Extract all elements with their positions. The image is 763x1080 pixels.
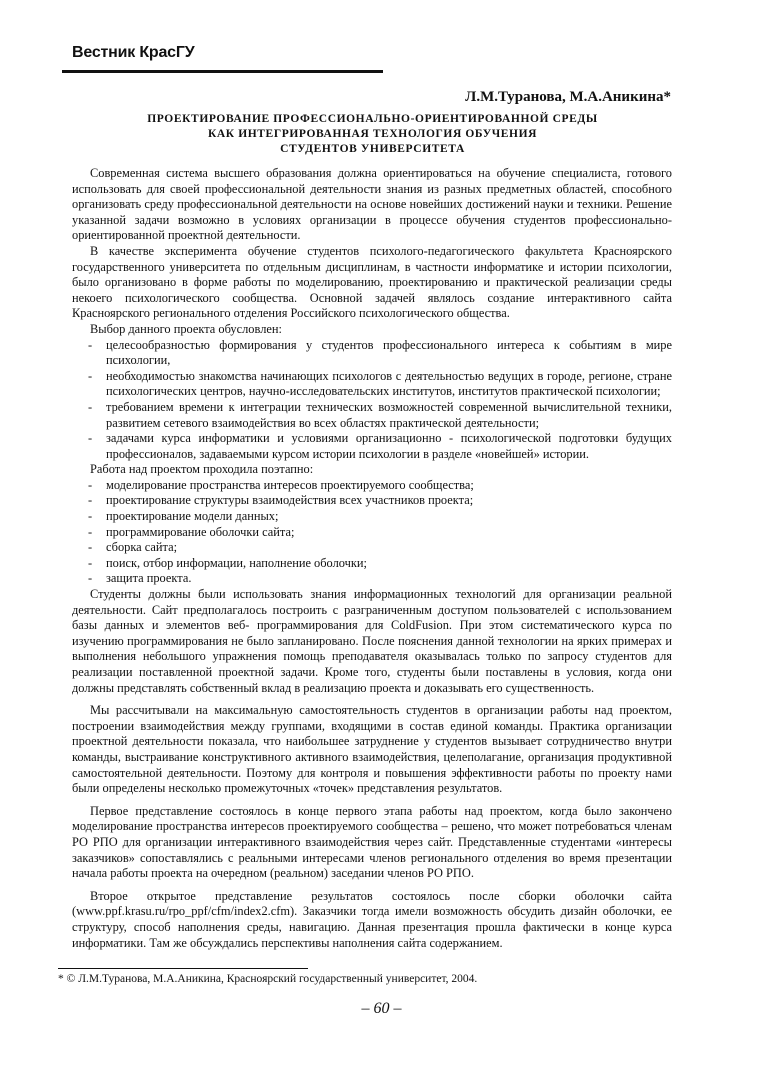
article-title [72,112,673,157]
list-item: - проектирование структуры взаимодействия всех участников проекта; [72,493,672,509]
title-line: СТУДЕНТОВ УНИВЕРСИТЕТА [280,143,465,155]
paragraph: Работа над проектом проходила поэтапно: [90,462,314,477]
list-item: - сборка сайта; [72,540,672,556]
article-body [72,166,672,951]
paragraph: Студенты должны были использовать знания информационных технологий для организации реальной деятельности. Сайт предполагалось построить с разграниченным доступом пользователей с использованием базы данных и элементов веб- программирования для ColdFusion. При этом систематического курса по изучению программирования не было запланировано. После пояснения данной технологии на ярких примерах и выполнения небольшого упражнения помощь преподавателя оказывалась только по запросу студентов для реализации поставленной проектной задачи. Кроме того, студенты были поставлены в условия, когда они должны представлять собственный вклад в реализацию проекта и доказывать его существенность. [72,587,672,695]
motivation-list [72,338,672,463]
footnote-rule [58,968,308,969]
list-item: - требованием времени к интеграции технических возможностей современной вычислительной техники, развитием сетевого взаимодействия во всех областях практической деятельности; [72,400,672,431]
list-item: - задачами курса информатики и условиями организационно - психологической подготовки будущих профессионалов, задаваемыми курсом истории психологии в разделе «новейшей» истории. [72,431,672,462]
paragraph: Выбор данного проекта обусловлен: [90,321,282,336]
stages-list [72,478,672,587]
title-line: КАК ИНТЕГРИРОВАННАЯ ТЕХНОЛОГИЯ ОБУЧЕНИЯ [207,128,538,140]
paragraph: Первое представление состоялось в конце первого этапа работы над проектом, когда было закончено моделирование пространства интересов проектируемого сообщества – решено, что может потребоваться членам РО РПО для организации интерактивного взаимодействия через сайт. Представленные студентами «интересы заказчиков» сопоставлялись с реальными интересами членов регионального отделения во время презентации начала работы проекта на очередном (реальном) заседании членов РО РПО. [72,803,672,881]
list-item: - необходимостью знакомства начинающих психологов с деятельностью ведущих в городе, регионе, стране психологических центров, научно-исследовательских институтов, институтов практической психологии; [72,369,672,400]
paragraph: Второе открытое представление результатов состоялось после сборки оболочки сайта (www.ppf.krasu.ru/rpo_ppf/cfm/index2.cfm). Заказчики тогда имели возможность обсудить дизайн оболочки, ее структуру, способ наполнения среды, навигацию. Данная презентация прошла фактически в конце курса информатики. Там же обсуждались перспективы наполнения сайта содержанием. [72,888,672,950]
list-item: - моделирование пространства интересов проектируемого сообщества; [72,478,672,494]
page-number: – 60 – [361,1000,402,1017]
footnote: * © Л.М.Туранова, М.А.Аникина, Красноярский государственный университет, 2004. [58,973,478,985]
journal-name: Вестник КрасГУ [72,44,195,61]
list-item: - целесообразностью формирования у студентов профессионального интереса к событиям в мире психологии, [72,338,672,369]
paragraph: Мы рассчитывали на максимальную самостоятельность студентов в организации работы над проектом, построении взаимодействия между группами, входящими в состав единой команды. Практика организации проектной деятельности показала, что наибольшее затруднение у студентов вызывает сотрудничество внутри команды, выстраивание конструктивного активного взаимодействия, целеполагание, организация продуктивной самостоятельной деятельности. Поэтому для контроля и повышения эффективности работы по проекту нами были определены несколько промежуточных «точек» представления результатов. [72,703,672,796]
list-item: - поиск, отбор информации, наполнение оболочки; [72,556,672,572]
paragraph: Современная система высшего образования должна ориентироваться на обучение специалиста, готового использовать для своей профессиональной деятельности знания из разных предметных областей, способного организовать среду профессиональной деятельности на основе новейших достижений науки и техники. Решение указанной задачи возможно в условиях организации в процессе обучения студентов профессионально-ориентированной проектной деятельности. [72,166,672,243]
header-rule [62,70,383,73]
list-item: - защита проекта. [72,571,672,587]
list-item: - проектирование модели данных; [72,509,672,525]
article-authors: Л.М.Туранова, М.А.Аникина* [465,89,671,105]
list-item: - программирование оболочки сайта; [72,525,672,541]
title-line: ПРОЕКТИРОВАНИЕ ПРОФЕССИОНАЛЬНО-ОРИЕНТИРОВАННОЙ СРЕДЫ [147,113,598,125]
paragraph: В качестве эксперимента обучение студентов психолого-педагогического факультета Красноярского государственного университета по отдельным дисциплинам, в частности информатике и истории психологии, было организовано в форме работы по моделированию, проектированию и практической реализации среды некоего психологического сообщества. Основной задачей являлось создание интерактивного сайта Красноярского регионального отделения Российского психологического общества. [72,243,672,321]
